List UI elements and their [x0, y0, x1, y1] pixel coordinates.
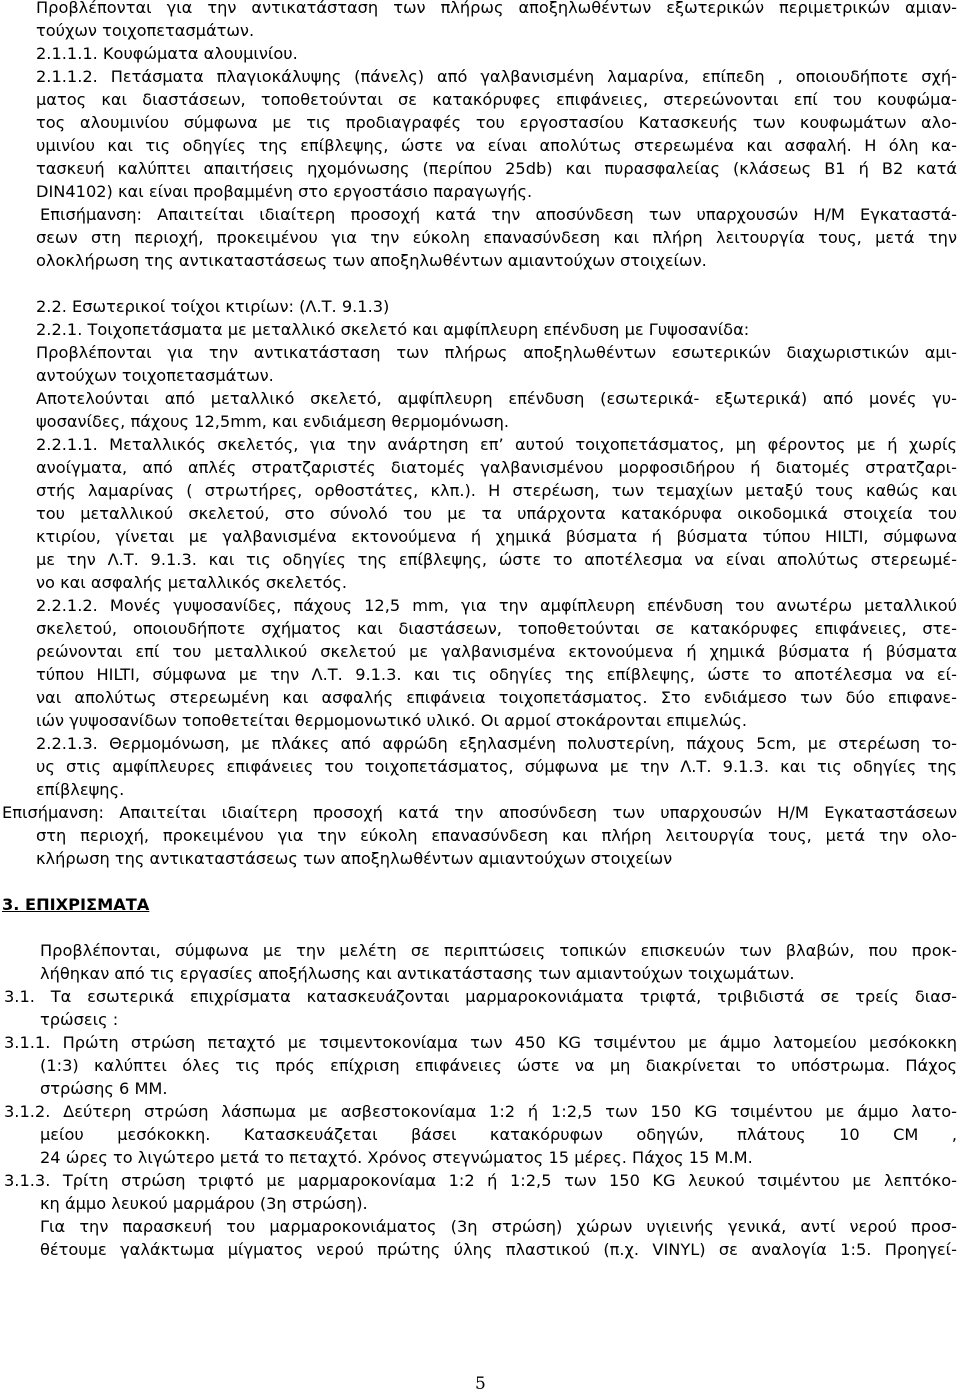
text-line: επίβλεψης. [36, 780, 125, 799]
text-line: ανοίγματα, από απλές στρατζαριστές διατομές γαλβανισμένου μορφοσιδήρου ή διατομές στρατζαρι- [36, 458, 957, 477]
text-line: Προβλέπονται, σύμφωνα με την μελέτη σε περιπτώσεις τοπικών επισκευών των βλαβών, που προκ- [40, 941, 957, 960]
text-line: 3.1. Τα εσωτερικά επιχρίσματα κατασκευάζονται μαρμαροκονιάματα τριφτά, τριβιδιστά σε τρείς διασ- [4, 987, 957, 1006]
text-line: νο και ασφαλής μεταλλικός σκελετός. [36, 573, 348, 592]
text-line: DIN4102) και είναι προβαμμένη στο εργοστάσιο παραγωγής. [36, 182, 533, 201]
page-number: 5 [475, 1374, 486, 1394]
text-line: 24 ώρες το λιγώτερο μετά το πεταχτό. Χρόνος στεγνώματος 15 μέρες. Πάχος 15 Μ.Μ. [40, 1148, 753, 1167]
text-line: τος αλουμινίου σύμφωνα με τις προδιαγραφές του εργοστασίου Κατασκευής των κουφωμάτων αλο- [36, 113, 957, 132]
text-line: τούχων τοιχοπετασμάτων. [36, 21, 255, 40]
text-line: στής λαμαρίνας ( στρωτήρες, ορθοστάτες, κλπ.). Η στερέωση, των τεμαχίων μεταξύ τους καθώς και [36, 481, 957, 500]
section-heading: 2.2.1. Τοιχοπετάσματα με μεταλλικό σκελετό και αμφίπλευρη επένδυση με Γυψοσανίδα: [36, 320, 750, 339]
text-line: 2.1.1.2. Πετάσματα πλαγιοκάλυψης (πάνελς) από γαλβανισμένη λαμαρίνα, επίπεδη , οποιουδήποτε σχή- [36, 67, 957, 86]
text-line: ναι απολύτως στερεωμένη και ασφαλής επιφάνεια τοιχοπετάσματος. Στο ενδιάμεσο των δύο επιφανε- [36, 688, 957, 707]
text-line: 2.2.1.1. Μεταλλικός σκελετός, για την ανάρτηση επ’ αυτού τοιχοπετάσματος, μη φέροντος με ή χωρίς [36, 435, 957, 454]
text-line: ψοσανίδες, πάχους 12,5mm, και ενδιάμεση θερμομόνωση. [36, 412, 510, 431]
text-line: Αποτελούνται από μεταλλικό σκελετό, αμφίπλευρη επένδυση (εσωτερικά- εξωτερικά) από μονές γυ- [36, 389, 957, 408]
text-line: 2.2.1.2. Μονές γυψοσανίδες, πάχους 12,5 mm, για την αμφίπλευρη επένδυση του ανωτέρω μεταλλικού [36, 596, 957, 615]
text-line: ιών γυψοσανίδων τοποθετείται θερμομονωτικό υλικό. Οι αρμοί στοκάρονται επιμελώς. [36, 711, 748, 730]
text-line: μείου μεσόκοκκη. Κατασκευάζεται βάσει κατακόρυφων οδηγών, πλάτους 10 CM , [40, 1125, 957, 1144]
text-line: Επισήμανση: Απαιτείται ιδιαίτερη προσοχή κατά την αποσύνδεση των υπαρχουσών Η/Μ Εγκαταστάσεων [2, 803, 957, 822]
text-line: του μεταλλικού σκελετού, στο σύνολό του με τα υπάρχοντα κατακόρυφα οικοδομικά στοιχεία του [36, 504, 957, 523]
text-line: τύπου HILTI, σύμφωνα με την Λ.Τ. 9.1.3. και τις οδηγίες της επίβλεψης, ώστε το αποτέλεσμα να εί- [36, 665, 957, 684]
text-line: 2.2.1.3. Θερμομόνωση, με πλάκες από αφρώδη εξηλασμένη πολυστερίνη, πάχους 5cm, με στερέωση το- [36, 734, 957, 753]
text-line: στρώσης 6 ΜΜ. [40, 1079, 168, 1098]
section-heading: 2.1.1.1. Κουφώματα αλουμινίου. [36, 44, 298, 63]
text-line: σκελετού, οποιουδήποτε σχήματος και διαστάσεων, τοποθετούνται σε κατακόρυφες επιφάνειες, στε- [36, 619, 957, 638]
text-line: σεων στη περιοχή, προκειμένου για την εύκολη επανασύνδεση και πλήρη λειτουργία τους, μετά την [36, 228, 957, 247]
text-line: κτιρίου, γίνεται με γαλβανισμένα εκτονούμενα ή χημικά βύσματα ή βύσματα τύπου HILTI, σύμφωνα [36, 527, 957, 546]
text-line: με την Λ.Τ. 9.1.3. και τις οδηγίες της επίβλεψης, ώστε το αποτέλεσμα να είναι απολύτως στερεωμέ- [36, 550, 957, 569]
text-line: κλήρωση της αντικαταστάσεως των αποξηλωθέντων αμιαντούχων στοιχείων [36, 849, 673, 868]
text-line: ματος και διαστάσεων, τοποθετούνται σε κατακόρυφες επιφάνειες, στερεώνονται επί του κουφώμα- [36, 90, 957, 109]
text-line: 3.1.1. Πρώτη στρώση πεταχτό με τσιμεντοκονίαμα των 450 KG τσιμέντου με άμμο λατομείου μεσόκοκκη [4, 1033, 957, 1052]
text-line: ολοκλήρωση της αντικαταστάσεως των αποξηλωθέντων αμιαντούχων στοιχείων. [36, 251, 707, 270]
text-line: υς στις αμφίπλευρες επιφάνειες του τοιχοπετάσματος, σύμφωνα με την Λ.Τ. 9.1.3. και τις οδηγίες της [36, 757, 957, 776]
section-heading: 2.2. Εσωτερικοί τοίχοι κτιρίων: (Λ.Τ. 9.1.3) [36, 297, 390, 316]
text-line: λήθηκαν από τις εργασίες αποξήλωσης και αντικατάστασης των αμιαντούχων τοιχωμάτων. [40, 964, 795, 983]
text-line: (1:3) καλύπτει όλες τις πρός επίχριση επιφάνειες ώστε να μη διακρίνεται το υπόστρωμα. Πάχος [40, 1056, 957, 1075]
text-line: τρώσεις : [40, 1010, 119, 1029]
text-line: κη άμμο λευκού μαρμάρου (3η στρώση). [40, 1194, 368, 1213]
text-line: Για την παρασκευή του μαρμαροκονιάματος (3η στρώση) χώρων υγιεινής γενικά, αντί νερού προσ- [40, 1217, 957, 1236]
text-line: ρεώνονται επί του μεταλλικού σκελετού με γαλβανισμένα εκτονούμενα ή χημικά βύσματα ή βύσματα [36, 642, 957, 661]
text-line: υμινίου και τις οδηγίες της επίβλεψης, ώστε να είναι απολύτως στερεωμένα και ασφαλή. Η όλη κα- [36, 136, 957, 155]
text-line: αντούχων τοιχοπετασμάτων. [36, 366, 274, 385]
text-line: τασκευή καλύπτει απαιτήσεις ηχομόνωσης (περίπου 25db) και πυρασφαλείας (κλάσεως Β1 ή Β2 κατά [36, 159, 957, 178]
text-line: θέτουμε γαλάκτωμα μίγματος νερού πρώτης ύλης πλαστικού (π.χ. VINYL) σε αναλογία 1:5. Προηγεί- [40, 1240, 957, 1259]
text-line: 3.1.3. Τρίτη στρώση τριφτό με μαρμαροκονίαμα 1:2 ή 1:2,5 των 150 KG λευκού τσιμέντου με λεπτόκο- [4, 1171, 957, 1190]
text-line: Επισήμανση: Απαιτείται ιδιαίτερη προσοχή κατά την αποσύνδεση των υπαρχουσών Η/Μ Εγκαταστά- [40, 205, 957, 224]
chapter-heading: 3. ΕΠΙΧΡΙΣΜΑΤΑ [2, 895, 150, 914]
text-line: 3.1.2. Δεύτερη στρώση λάσπωμα με ασβεστοκονίαμα 1:2 ή 1:2,5 των 150 KG τσιμέντου με άμμο λατο- [4, 1102, 957, 1121]
text-line: Προβλέπονται για την αντικατάσταση των πλήρως αποξηλωθέντων εσωτερικών διαχωριστικών αμι- [36, 343, 957, 362]
text-line: στη περιοχή, προκειμένου για την εύκολη επανασύνδεση και πλήρη λειτουργία τους, μετά την ολο- [36, 826, 957, 845]
text-line: Προβλέπονται για την αντικατάσταση των πλήρως αποξηλωθέντων εξωτερικών περιμετρικών αμιαν- [36, 0, 957, 17]
